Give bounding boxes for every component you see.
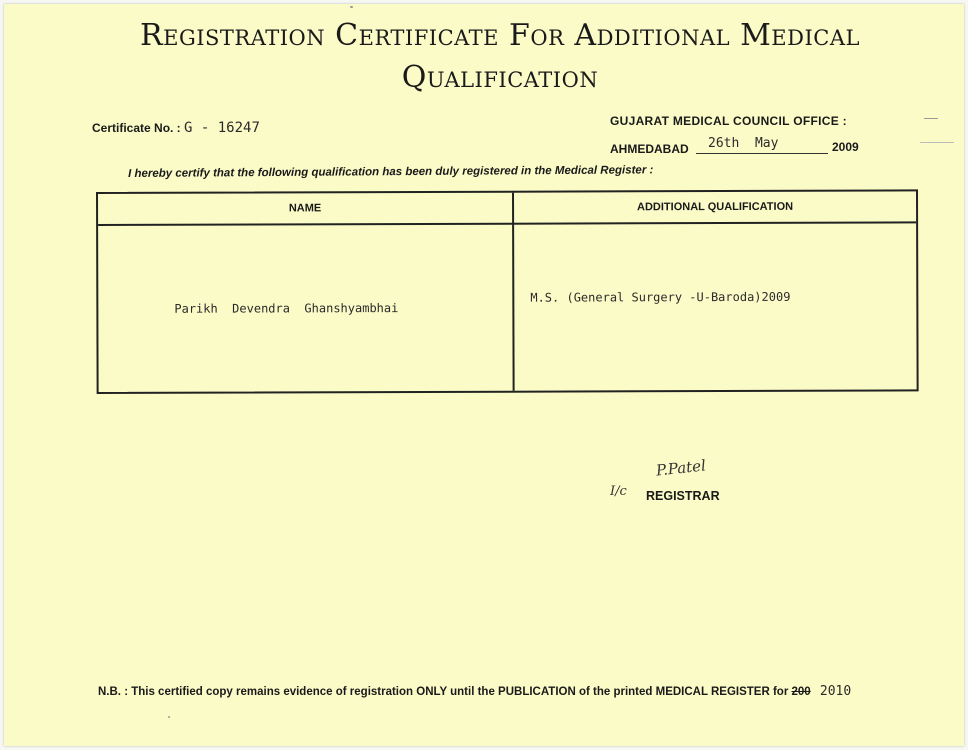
table-header-divider	[98, 221, 916, 226]
office-city: AHMEDABAD	[610, 142, 689, 156]
certificate-number-label: Certificate No. :	[92, 121, 181, 135]
certificate-page	[4, 4, 964, 746]
footer-register-year: 2010	[819, 684, 852, 699]
paper-speck	[920, 142, 954, 143]
certificate-number-value: G - 16247	[184, 120, 260, 136]
certify-statement: I hereby certify that the following qualification has been duly registered in the Medical Register :	[128, 164, 654, 180]
certificate-title-line1: Registration Certificate For Additional Medical	[140, 18, 860, 53]
council-office-name: GUJARAT MEDICAL COUNCIL OFFICE :	[610, 114, 847, 128]
header-additional-qualification: ADDITIONAL QUALIFICATION	[637, 200, 794, 214]
registrar-signature: P.Patel	[655, 456, 707, 480]
registrant-name: Parikh Devendra Ghanshyambhai	[174, 301, 399, 316]
header-name: NAME	[288, 202, 322, 215]
paper-speck	[168, 716, 170, 718]
registered-qualification: M.S. (General Surgery -U-Baroda)2009	[530, 289, 791, 305]
paper-speck	[924, 118, 938, 119]
footer-note-text: N.B. : This certified copy remains evidence of registration ONLY until the PUBLICATION of the printed MEDICAL REGISTER for	[98, 686, 789, 698]
footer-note	[98, 684, 851, 699]
certificate-number-block	[92, 120, 260, 136]
qualification-table	[96, 189, 919, 394]
footer-struck-year: 200	[791, 686, 811, 698]
issue-date: 26th May	[708, 136, 779, 151]
registrar-title: REGISTRAR	[646, 489, 720, 503]
issue-year: 2009	[832, 140, 859, 154]
in-charge-mark: I/c	[610, 484, 627, 499]
certificate-title-line2: Qualification	[401, 60, 599, 95]
office-city-date	[610, 136, 880, 156]
paper-speck	[350, 6, 353, 8]
date-underline	[696, 153, 828, 154]
